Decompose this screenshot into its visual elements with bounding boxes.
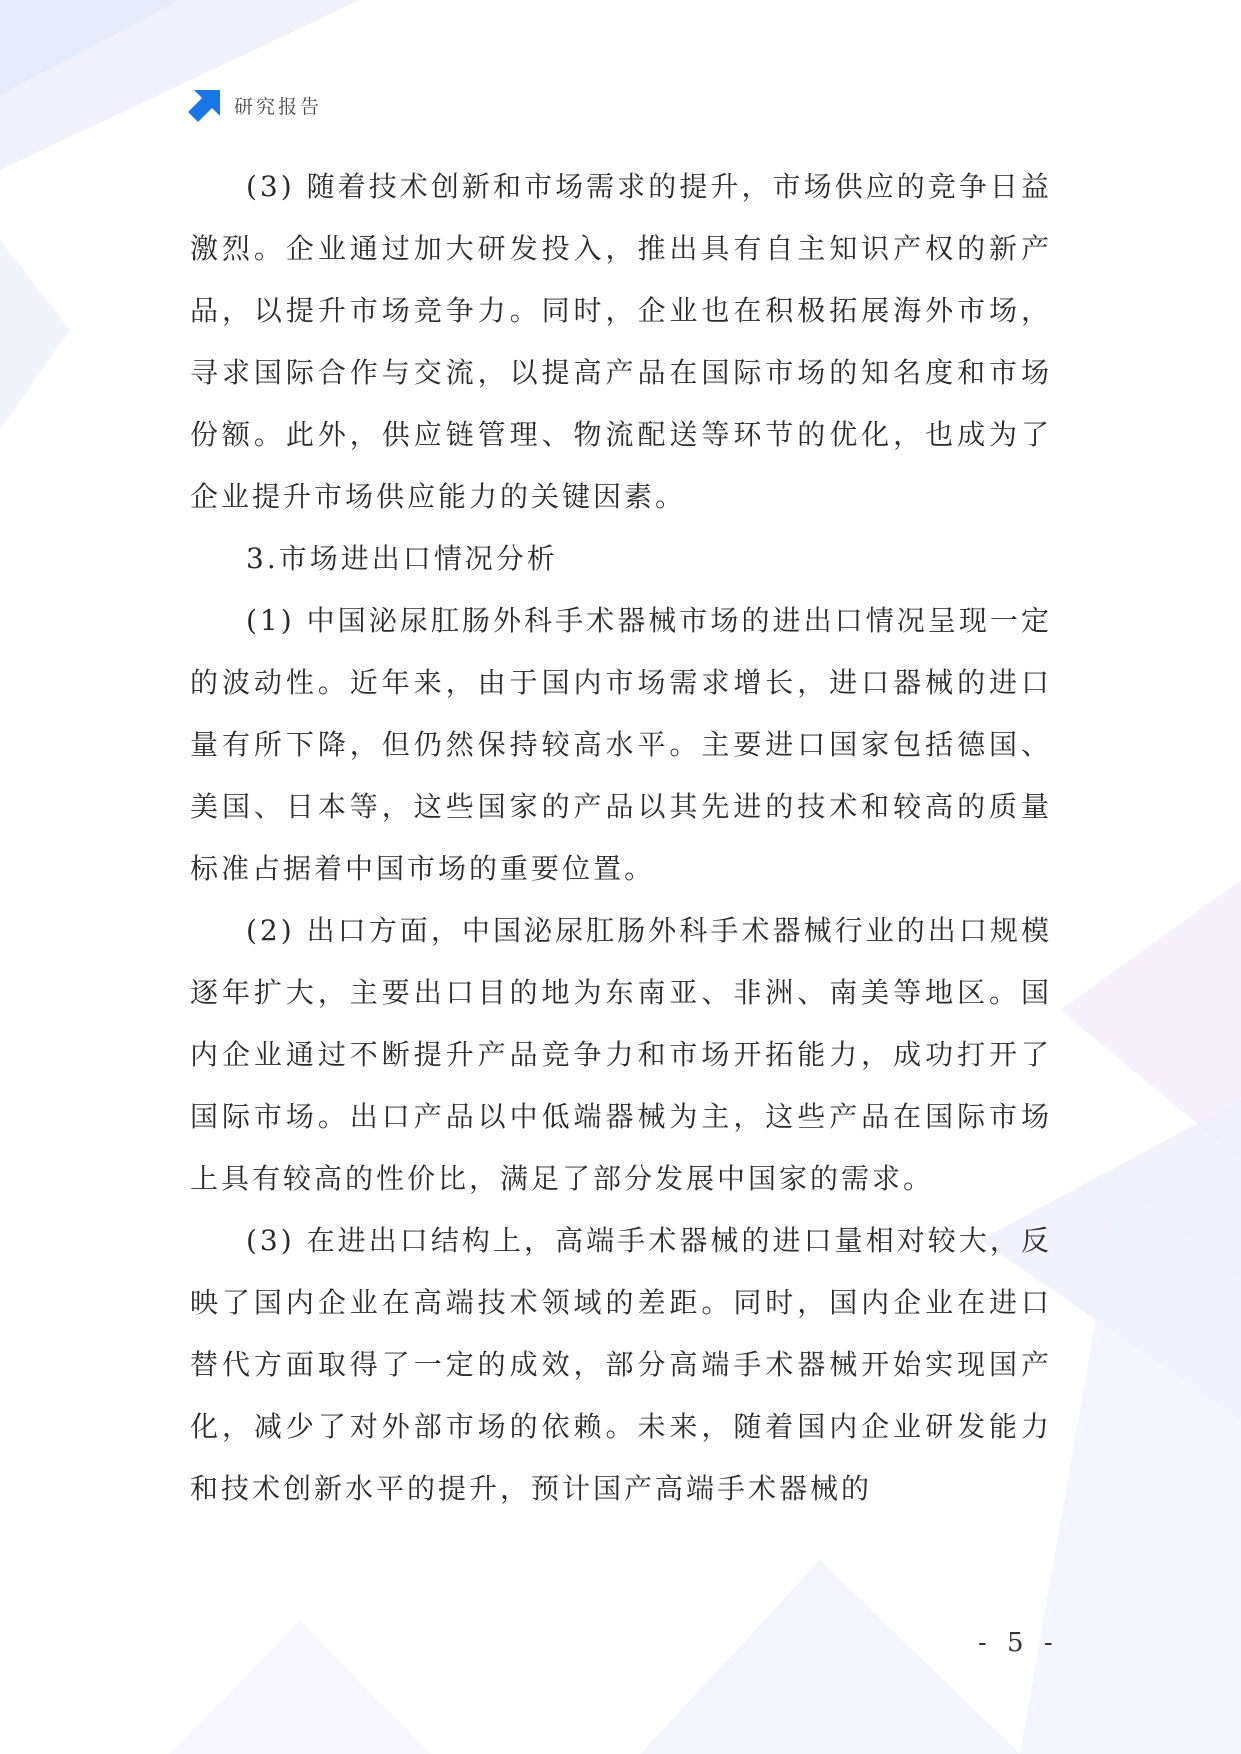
- report-header: [188, 88, 322, 122]
- header-title: 研究报告: [234, 95, 323, 118]
- arrow-up-right-logo-icon: [188, 88, 222, 122]
- section-heading-import-export: 3.市场进出口情况分析: [246, 542, 558, 575]
- paragraph-import-export-structure: (3) 在进出口结构上，高端手术器械的进口量相对较大，反映了国内企业在高端技术领域的差距。同时，国内企业在进口替代方面取得了一定的成效，部分高端手术器械开始实现国产化，减少了对外部市场的依赖。未来，随着国内企业研发能力和技术创新水平的提升，预计国产高端手术器械的: [190, 1224, 1052, 1505]
- document-body: [190, 156, 1052, 1520]
- paragraph-supply-competition: (3) 随着技术创新和市场需求的提升，市场供应的竞争日益激烈。企业通过加大研发投入，推出具有自主知识产权的新产品，以提升市场竞争力。同时，企业也在积极拓展海外市场，寻求国际合作与交流，以提高产品在国际市场的知名度和市场份额。此外，供应链管理、物流配送等环节的优化，也成为了企业提升市场供应能力的关键因素。: [190, 170, 1052, 513]
- paragraph-export-situation: (2) 出口方面，中国泌尿肛肠外科手术器械行业的出口规模逐年扩大，主要出口目的地为东南亚、非洲、南美等地区。国内企业通过不断提升产品竞争力和市场开拓能力，成功打开了国际市场。出口产品以中低端器械为主，这些产品在国际市场上具有较高的性价比，满足了部分发展中国家的需求。: [190, 914, 1052, 1195]
- paragraph-import-situation: (1) 中国泌尿肛肠外科手术器械市场的进出口情况呈现一定的波动性。近年来，由于国内市场需求增长，进口器械的进口量有所下降，但仍然保持较高水平。主要进口国家包括德国、美国、日本等，这些国家的产品以其先进的技术和较高的质量标准占据着中国市场的重要位置。: [190, 604, 1052, 885]
- page-number: - 5 -: [978, 1628, 1059, 1658]
